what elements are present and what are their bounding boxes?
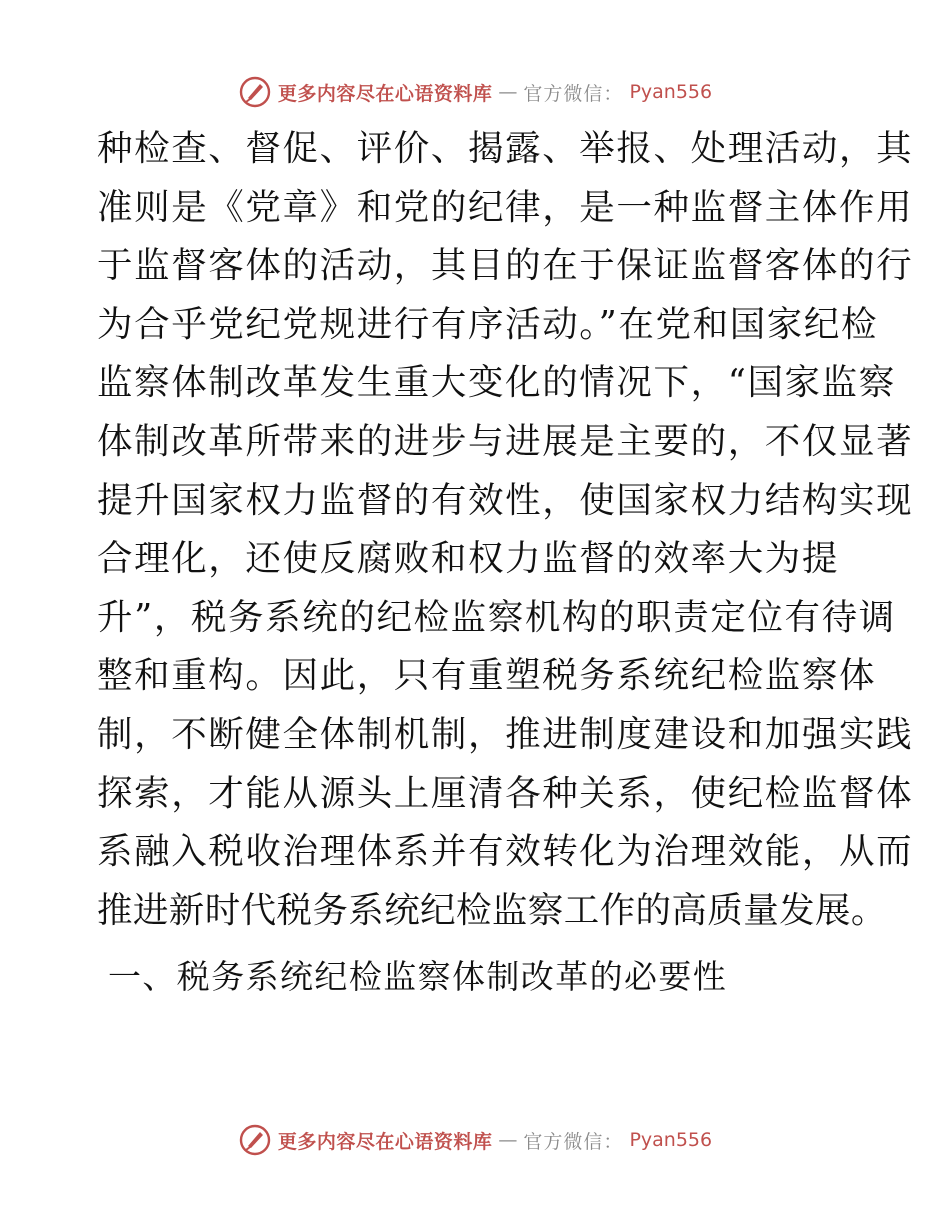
footer-brand: 更多内容尽在心语资料库 [277,1130,493,1153]
body-paragraph [97,120,914,940]
body-line: 探索，才能从源头上厘清各种关系，使纪检监督体 [97,772,914,814]
header-wechat-id: Pyan556 [629,81,713,103]
body-line: 体制改革所带来的进步与进展是主要的，不仅显著 [97,420,914,462]
footer-banner [0,1120,950,1160]
quill-circle-logo-icon [238,1123,272,1157]
header-dash: — [498,81,518,103]
section-heading: 一、税务系统纪检监察体制改革的必要性 [108,957,728,996]
body-line: 准则是《党章》和党的纪律，是一种监督主体作用 [97,186,914,228]
header-wechat-label: 官方微信： [523,82,624,105]
body-line: 升”，税务系统的纪检监察机构的职责定位有待调 [97,596,896,638]
body-line: 监察体制改革发生重大变化的情况下，“国家监察 [97,362,896,404]
body-line: 于监督客体的活动，其目的在于保证监督客体的行 [97,245,914,287]
quill-circle-logo-icon [238,75,272,109]
header-brand: 更多内容尽在心语资料库 [277,82,493,105]
footer-wechat-id: Pyan556 [629,1129,713,1151]
body-line: 种检查、督促、评价、揭露、举报、处理活动，其 [97,128,914,169]
body-line: 为合乎党纪党规进行有序活动。”在党和国家纪检 [97,303,879,345]
body-line: 推进新时代税务系统纪检监察工作的高质量发展。 [97,889,887,931]
footer-wechat-label: 官方微信： [523,1130,624,1153]
body-line: 合理化，还使反腐败和权力监督的效率大为提 [97,538,840,580]
header-banner [0,72,950,112]
body-line: 制，不断健全体制机制，推进制度建设和加强实践 [97,713,914,755]
body-line: 提升国家权力监督的有效性，使国家权力结构实现 [97,479,914,521]
footer-dash: — [498,1129,518,1151]
body-line: 系融入税收治理体系并有效转化为治理效能，从而 [97,831,914,873]
body-line: 整和重构。因此，只有重塑税务系统纪检监察体 [97,655,877,697]
